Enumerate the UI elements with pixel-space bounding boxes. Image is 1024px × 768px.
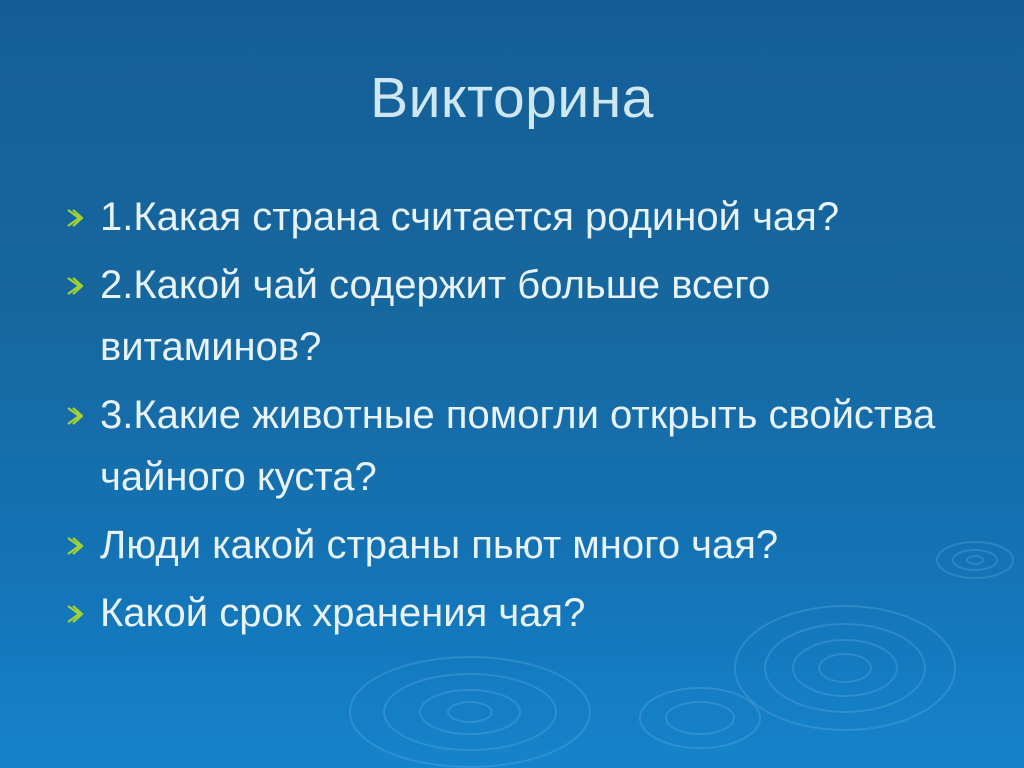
question-text: 3.Какие животные помогли открыть свойства чайного куста? [100,393,936,499]
arrow-bullet-icon [64,276,84,296]
arrow-bullet-icon [64,604,84,624]
question-text: Какой срок хранения чая? [100,591,586,635]
question-text: Люди какой страны пьют много чая? [100,523,779,567]
question-list [62,186,962,650]
arrow-bullet-icon [64,208,84,228]
slide-title: Викторина [370,66,654,130]
arrow-bullet-icon [64,536,84,556]
list-item [62,254,962,378]
question-text: 1.Какая страна считается родиной чая? [100,195,840,239]
list-item [62,384,962,508]
arrow-bullet-icon [64,406,84,426]
list-item [62,582,962,644]
list-item [62,514,962,576]
list-item [62,186,962,248]
question-text: 2.Какой чай содержит больше всего витаминов? [100,263,771,369]
